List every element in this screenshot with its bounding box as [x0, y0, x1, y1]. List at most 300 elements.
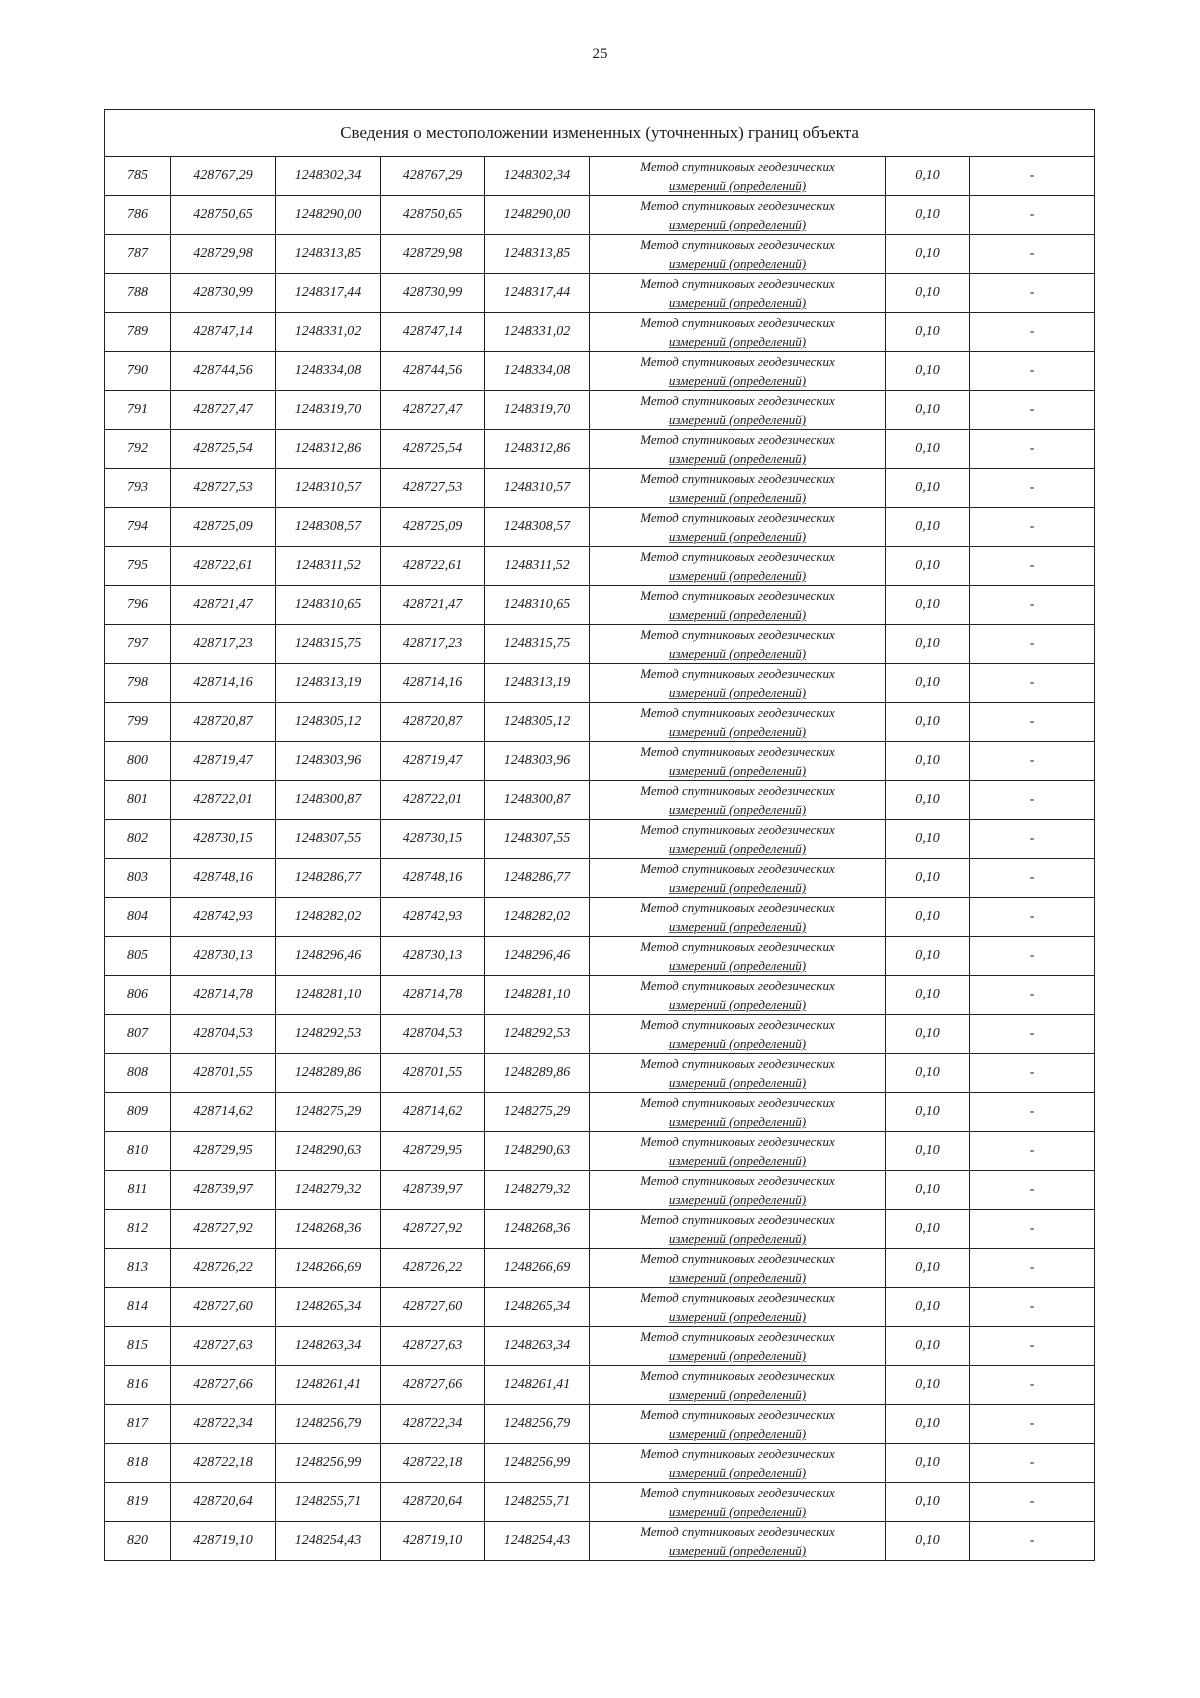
method-line-1: Метод спутниковых геодезических	[640, 1446, 835, 1461]
method-line-1: Метод спутниковых геодезических	[640, 1368, 835, 1383]
table-row	[105, 937, 1095, 976]
table-row	[105, 1366, 1095, 1405]
existing-x-cell: 428722,34	[171, 1405, 276, 1444]
method-cell	[590, 781, 886, 820]
method-cell	[590, 508, 886, 547]
refined-x-cell: 428744,56	[381, 352, 485, 391]
note-cell: -	[970, 1054, 1095, 1093]
method-cell	[590, 1405, 886, 1444]
refined-x-cell: 428701,55	[381, 1054, 485, 1093]
refined-x-cell: 428720,87	[381, 703, 485, 742]
point-number-cell: 797	[105, 625, 171, 664]
accuracy-cell: 0,10	[886, 742, 970, 781]
note-cell: -	[970, 1210, 1095, 1249]
table-row	[105, 313, 1095, 352]
point-number-cell: 790	[105, 352, 171, 391]
note-cell: -	[970, 391, 1095, 430]
boundary-coordinates-table	[104, 109, 1095, 1561]
table-row	[105, 781, 1095, 820]
point-number-cell: 817	[105, 1405, 171, 1444]
method-line-2: измерений (определений)	[668, 334, 807, 349]
existing-y-cell: 1248334,08	[276, 352, 381, 391]
method-line-1: Метод спутниковых геодезических	[640, 354, 835, 369]
method-line-2: измерений (определений)	[668, 1153, 807, 1168]
table-title: Сведения о местоположении измененных (уточненных) границ объекта	[105, 110, 1095, 157]
method-line-1: Метод спутниковых геодезических	[640, 666, 835, 681]
refined-x-cell: 428722,61	[381, 547, 485, 586]
note-cell: -	[970, 625, 1095, 664]
method-line-1: Метод спутниковых геодезических	[640, 588, 835, 603]
point-number-cell: 804	[105, 898, 171, 937]
method-line-2: измерений (определений)	[668, 919, 807, 934]
existing-y-cell: 1248254,43	[276, 1522, 381, 1561]
note-cell: -	[970, 1366, 1095, 1405]
existing-x-cell: 428730,99	[171, 274, 276, 313]
point-number-cell: 815	[105, 1327, 171, 1366]
method-cell	[590, 1054, 886, 1093]
method-line-2: измерений (определений)	[668, 373, 807, 388]
accuracy-cell: 0,10	[886, 508, 970, 547]
method-cell	[590, 196, 886, 235]
note-cell: -	[970, 430, 1095, 469]
refined-y-cell: 1248319,70	[485, 391, 590, 430]
refined-x-cell: 428742,93	[381, 898, 485, 937]
existing-y-cell: 1248310,57	[276, 469, 381, 508]
accuracy-cell: 0,10	[886, 1132, 970, 1171]
refined-x-cell: 428722,01	[381, 781, 485, 820]
note-cell: -	[970, 898, 1095, 937]
refined-y-cell: 1248331,02	[485, 313, 590, 352]
note-cell: -	[970, 703, 1095, 742]
method-line-1: Метод спутниковых геодезических	[640, 1290, 835, 1305]
method-line-1: Метод спутниковых геодезических	[640, 315, 835, 330]
method-line-2: измерений (определений)	[668, 412, 807, 427]
refined-y-cell: 1248281,10	[485, 976, 590, 1015]
accuracy-cell: 0,10	[886, 586, 970, 625]
existing-y-cell: 1248256,79	[276, 1405, 381, 1444]
refined-y-cell: 1248255,71	[485, 1483, 590, 1522]
refined-y-cell: 1248308,57	[485, 508, 590, 547]
existing-y-cell: 1248302,34	[276, 157, 381, 196]
refined-x-cell: 428730,99	[381, 274, 485, 313]
table-row	[105, 274, 1095, 313]
method-line-1: Метод спутниковых геодезических	[640, 627, 835, 642]
existing-y-cell: 1248313,85	[276, 235, 381, 274]
refined-y-cell: 1248305,12	[485, 703, 590, 742]
existing-y-cell: 1248310,65	[276, 586, 381, 625]
accuracy-cell: 0,10	[886, 1093, 970, 1132]
refined-y-cell: 1248310,65	[485, 586, 590, 625]
accuracy-cell: 0,10	[886, 898, 970, 937]
point-number-cell: 800	[105, 742, 171, 781]
method-cell	[590, 391, 886, 430]
method-line-2: измерений (определений)	[668, 997, 807, 1012]
note-cell: -	[970, 1132, 1095, 1171]
existing-x-cell: 428726,22	[171, 1249, 276, 1288]
method-line-2: измерений (определений)	[668, 724, 807, 739]
existing-y-cell: 1248255,71	[276, 1483, 381, 1522]
point-number-cell: 819	[105, 1483, 171, 1522]
method-cell	[590, 1366, 886, 1405]
existing-x-cell: 428727,92	[171, 1210, 276, 1249]
existing-x-cell: 428747,14	[171, 313, 276, 352]
point-number-cell: 814	[105, 1288, 171, 1327]
refined-y-cell: 1248282,02	[485, 898, 590, 937]
table-row	[105, 1249, 1095, 1288]
refined-x-cell: 428722,34	[381, 1405, 485, 1444]
method-line-1: Метод спутниковых геодезических	[640, 1251, 835, 1266]
point-number-cell: 812	[105, 1210, 171, 1249]
method-line-2: измерений (определений)	[668, 880, 807, 895]
method-line-1: Метод спутниковых геодезических	[640, 1524, 835, 1539]
refined-x-cell: 428747,14	[381, 313, 485, 352]
refined-y-cell: 1248296,46	[485, 937, 590, 976]
accuracy-cell: 0,10	[886, 820, 970, 859]
existing-y-cell: 1248303,96	[276, 742, 381, 781]
existing-y-cell: 1248305,12	[276, 703, 381, 742]
table-row	[105, 1015, 1095, 1054]
point-number-cell: 808	[105, 1054, 171, 1093]
refined-y-cell: 1248265,34	[485, 1288, 590, 1327]
method-line-2: измерений (определений)	[668, 529, 807, 544]
method-line-1: Метод спутниковых геодезических	[640, 1134, 835, 1149]
method-line-1: Метод спутниковых геодезических	[640, 822, 835, 837]
table-row	[105, 391, 1095, 430]
existing-x-cell: 428727,47	[171, 391, 276, 430]
method-line-2: измерений (определений)	[668, 1348, 807, 1363]
accuracy-cell: 0,10	[886, 1522, 970, 1561]
method-line-2: измерений (определений)	[668, 256, 807, 271]
point-number-cell: 802	[105, 820, 171, 859]
method-line-1: Метод спутниковых геодезических	[640, 861, 835, 876]
note-cell: -	[970, 586, 1095, 625]
existing-x-cell: 428722,61	[171, 547, 276, 586]
table-row	[105, 586, 1095, 625]
note-cell: -	[970, 937, 1095, 976]
point-number-cell: 816	[105, 1366, 171, 1405]
refined-x-cell: 428727,60	[381, 1288, 485, 1327]
method-line-2: измерений (определений)	[668, 178, 807, 193]
existing-x-cell: 428739,97	[171, 1171, 276, 1210]
table-row	[105, 859, 1095, 898]
accuracy-cell: 0,10	[886, 937, 970, 976]
table-row	[105, 157, 1095, 196]
refined-x-cell: 428727,47	[381, 391, 485, 430]
refined-y-cell: 1248279,32	[485, 1171, 590, 1210]
table-row	[105, 1522, 1095, 1561]
existing-x-cell: 428725,09	[171, 508, 276, 547]
point-number-cell: 803	[105, 859, 171, 898]
method-cell	[590, 157, 886, 196]
table-row	[105, 1444, 1095, 1483]
refined-y-cell: 1248334,08	[485, 352, 590, 391]
note-cell: -	[970, 1288, 1095, 1327]
method-line-1: Метод спутниковых геодезических	[640, 432, 835, 447]
method-line-2: измерений (определений)	[668, 1426, 807, 1441]
refined-y-cell: 1248311,52	[485, 547, 590, 586]
existing-x-cell: 428727,63	[171, 1327, 276, 1366]
existing-y-cell: 1248307,55	[276, 820, 381, 859]
table-row	[105, 352, 1095, 391]
method-line-2: измерений (определений)	[668, 295, 807, 310]
note-cell: -	[970, 664, 1095, 703]
table-row	[105, 1132, 1095, 1171]
point-number-cell: 787	[105, 235, 171, 274]
refined-y-cell: 1248256,99	[485, 1444, 590, 1483]
method-cell	[590, 313, 886, 352]
refined-x-cell: 428722,18	[381, 1444, 485, 1483]
accuracy-cell: 0,10	[886, 859, 970, 898]
refined-x-cell: 428719,10	[381, 1522, 485, 1561]
existing-x-cell: 428750,65	[171, 196, 276, 235]
refined-x-cell: 428714,62	[381, 1093, 485, 1132]
existing-x-cell: 428714,16	[171, 664, 276, 703]
existing-x-cell: 428744,56	[171, 352, 276, 391]
refined-x-cell: 428767,29	[381, 157, 485, 196]
accuracy-cell: 0,10	[886, 1444, 970, 1483]
table-row	[105, 196, 1095, 235]
existing-x-cell: 428727,66	[171, 1366, 276, 1405]
existing-y-cell: 1248290,63	[276, 1132, 381, 1171]
existing-x-cell: 428727,60	[171, 1288, 276, 1327]
existing-y-cell: 1248315,75	[276, 625, 381, 664]
method-line-1: Метод спутниковых геодезических	[640, 393, 835, 408]
method-line-1: Метод спутниковых геодезических	[640, 237, 835, 252]
note-cell: -	[970, 469, 1095, 508]
accuracy-cell: 0,10	[886, 976, 970, 1015]
refined-y-cell: 1248300,87	[485, 781, 590, 820]
existing-y-cell: 1248313,19	[276, 664, 381, 703]
method-line-1: Метод спутниковых геодезических	[640, 1407, 835, 1422]
method-line-2: измерений (определений)	[668, 1075, 807, 1090]
note-cell: -	[970, 1522, 1095, 1561]
method-line-1: Метод спутниковых геодезических	[640, 549, 835, 564]
point-number-cell: 794	[105, 508, 171, 547]
existing-y-cell: 1248261,41	[276, 1366, 381, 1405]
accuracy-cell: 0,10	[886, 352, 970, 391]
note-cell: -	[970, 1483, 1095, 1522]
method-line-1: Метод спутниковых геодезических	[640, 1173, 835, 1188]
refined-y-cell: 1248303,96	[485, 742, 590, 781]
existing-x-cell: 428720,64	[171, 1483, 276, 1522]
refined-x-cell: 428720,64	[381, 1483, 485, 1522]
accuracy-cell: 0,10	[886, 1249, 970, 1288]
refined-x-cell: 428727,63	[381, 1327, 485, 1366]
accuracy-cell: 0,10	[886, 196, 970, 235]
refined-y-cell: 1248263,34	[485, 1327, 590, 1366]
existing-y-cell: 1248266,69	[276, 1249, 381, 1288]
existing-x-cell: 428730,15	[171, 820, 276, 859]
method-line-1: Метод спутниковых геодезических	[640, 705, 835, 720]
refined-y-cell: 1248310,57	[485, 469, 590, 508]
method-line-1: Метод спутниковых геодезических	[640, 1329, 835, 1344]
method-cell	[590, 742, 886, 781]
method-line-2: измерений (определений)	[668, 1309, 807, 1324]
method-line-2: измерений (определений)	[668, 841, 807, 856]
method-cell	[590, 1327, 886, 1366]
accuracy-cell: 0,10	[886, 1054, 970, 1093]
method-line-1: Метод спутниковых геодезических	[640, 1056, 835, 1071]
refined-x-cell: 428750,65	[381, 196, 485, 235]
method-cell	[590, 274, 886, 313]
existing-y-cell: 1248265,34	[276, 1288, 381, 1327]
method-line-2: измерений (определений)	[668, 607, 807, 622]
table-row	[105, 1171, 1095, 1210]
existing-x-cell: 428727,53	[171, 469, 276, 508]
method-cell	[590, 1210, 886, 1249]
method-line-1: Метод спутниковых геодезических	[640, 783, 835, 798]
refined-x-cell: 428739,97	[381, 1171, 485, 1210]
refined-x-cell: 428725,09	[381, 508, 485, 547]
method-line-1: Метод спутниковых геодезических	[640, 900, 835, 915]
accuracy-cell: 0,10	[886, 664, 970, 703]
existing-y-cell: 1248317,44	[276, 274, 381, 313]
accuracy-cell: 0,10	[886, 547, 970, 586]
method-line-2: измерений (определений)	[668, 490, 807, 505]
method-cell	[590, 859, 886, 898]
method-line-1: Метод спутниковых геодезических	[640, 1095, 835, 1110]
table-title-row	[105, 110, 1095, 157]
point-number-cell: 793	[105, 469, 171, 508]
refined-y-cell: 1248286,77	[485, 859, 590, 898]
refined-y-cell: 1248254,43	[485, 1522, 590, 1561]
table-row	[105, 547, 1095, 586]
existing-x-cell: 428730,13	[171, 937, 276, 976]
table-row	[105, 469, 1095, 508]
method-line-2: измерений (определений)	[668, 958, 807, 973]
method-line-2: измерений (определений)	[668, 1387, 807, 1402]
point-number-cell: 818	[105, 1444, 171, 1483]
method-cell	[590, 1015, 886, 1054]
existing-y-cell: 1248296,46	[276, 937, 381, 976]
method-line-2: измерений (определений)	[668, 568, 807, 583]
point-number-cell: 788	[105, 274, 171, 313]
existing-x-cell: 428729,95	[171, 1132, 276, 1171]
method-line-2: измерений (определений)	[668, 1465, 807, 1480]
point-number-cell: 798	[105, 664, 171, 703]
point-number-cell: 796	[105, 586, 171, 625]
refined-x-cell: 428727,53	[381, 469, 485, 508]
point-number-cell: 805	[105, 937, 171, 976]
accuracy-cell: 0,10	[886, 1405, 970, 1444]
table-row	[105, 1093, 1095, 1132]
method-cell	[590, 1132, 886, 1171]
refined-x-cell: 428727,92	[381, 1210, 485, 1249]
existing-x-cell: 428729,98	[171, 235, 276, 274]
table-row	[105, 976, 1095, 1015]
existing-y-cell: 1248263,34	[276, 1327, 381, 1366]
point-number-cell: 785	[105, 157, 171, 196]
refined-y-cell: 1248289,86	[485, 1054, 590, 1093]
point-number-cell: 811	[105, 1171, 171, 1210]
note-cell: -	[970, 547, 1095, 586]
existing-y-cell: 1248282,02	[276, 898, 381, 937]
refined-x-cell: 428704,53	[381, 1015, 485, 1054]
refined-y-cell: 1248307,55	[485, 820, 590, 859]
existing-y-cell: 1248319,70	[276, 391, 381, 430]
method-cell	[590, 625, 886, 664]
note-cell: -	[970, 313, 1095, 352]
note-cell: -	[970, 820, 1095, 859]
accuracy-cell: 0,10	[886, 157, 970, 196]
refined-y-cell: 1248290,63	[485, 1132, 590, 1171]
method-line-1: Метод спутниковых геодезических	[640, 939, 835, 954]
method-line-1: Метод спутниковых геодезических	[640, 471, 835, 486]
table-row	[105, 625, 1095, 664]
method-line-1: Метод спутниковых геодезических	[640, 198, 835, 213]
method-line-2: измерений (определений)	[668, 802, 807, 817]
point-number-cell: 813	[105, 1249, 171, 1288]
refined-x-cell: 428729,95	[381, 1132, 485, 1171]
existing-y-cell: 1248289,86	[276, 1054, 381, 1093]
existing-x-cell: 428722,01	[171, 781, 276, 820]
table-row	[105, 820, 1095, 859]
method-cell	[590, 1288, 886, 1327]
table-row	[105, 1405, 1095, 1444]
accuracy-cell: 0,10	[886, 469, 970, 508]
method-cell	[590, 430, 886, 469]
existing-y-cell: 1248281,10	[276, 976, 381, 1015]
accuracy-cell: 0,10	[886, 274, 970, 313]
refined-x-cell: 428721,47	[381, 586, 485, 625]
note-cell: -	[970, 976, 1095, 1015]
method-cell	[590, 898, 886, 937]
note-cell: -	[970, 196, 1095, 235]
point-number-cell: 795	[105, 547, 171, 586]
note-cell: -	[970, 235, 1095, 274]
method-cell	[590, 976, 886, 1015]
accuracy-cell: 0,10	[886, 391, 970, 430]
table-row	[105, 1288, 1095, 1327]
table-row	[105, 1483, 1095, 1522]
table-row	[105, 430, 1095, 469]
point-number-cell: 799	[105, 703, 171, 742]
note-cell: -	[970, 1015, 1095, 1054]
point-number-cell: 792	[105, 430, 171, 469]
refined-y-cell: 1248256,79	[485, 1405, 590, 1444]
method-cell	[590, 1444, 886, 1483]
method-line-2: измерений (определений)	[668, 1543, 807, 1558]
accuracy-cell: 0,10	[886, 430, 970, 469]
method-line-2: измерений (определений)	[668, 451, 807, 466]
existing-x-cell: 428722,18	[171, 1444, 276, 1483]
method-line-2: измерений (определений)	[668, 763, 807, 778]
refined-y-cell: 1248312,86	[485, 430, 590, 469]
method-line-2: измерений (определений)	[668, 1192, 807, 1207]
point-number-cell: 809	[105, 1093, 171, 1132]
existing-x-cell: 428701,55	[171, 1054, 276, 1093]
refined-x-cell: 428729,98	[381, 235, 485, 274]
method-cell	[590, 1522, 886, 1561]
method-cell	[590, 469, 886, 508]
existing-x-cell: 428742,93	[171, 898, 276, 937]
point-number-cell: 801	[105, 781, 171, 820]
refined-y-cell: 1248275,29	[485, 1093, 590, 1132]
refined-y-cell: 1248315,75	[485, 625, 590, 664]
note-cell: -	[970, 1405, 1095, 1444]
existing-y-cell: 1248312,86	[276, 430, 381, 469]
method-line-1: Метод спутниковых геодезических	[640, 1017, 835, 1032]
point-number-cell: 810	[105, 1132, 171, 1171]
existing-x-cell: 428721,47	[171, 586, 276, 625]
existing-x-cell: 428725,54	[171, 430, 276, 469]
refined-x-cell: 428714,16	[381, 664, 485, 703]
accuracy-cell: 0,10	[886, 703, 970, 742]
existing-x-cell: 428720,87	[171, 703, 276, 742]
existing-x-cell: 428714,78	[171, 976, 276, 1015]
existing-x-cell: 428717,23	[171, 625, 276, 664]
method-cell	[590, 937, 886, 976]
